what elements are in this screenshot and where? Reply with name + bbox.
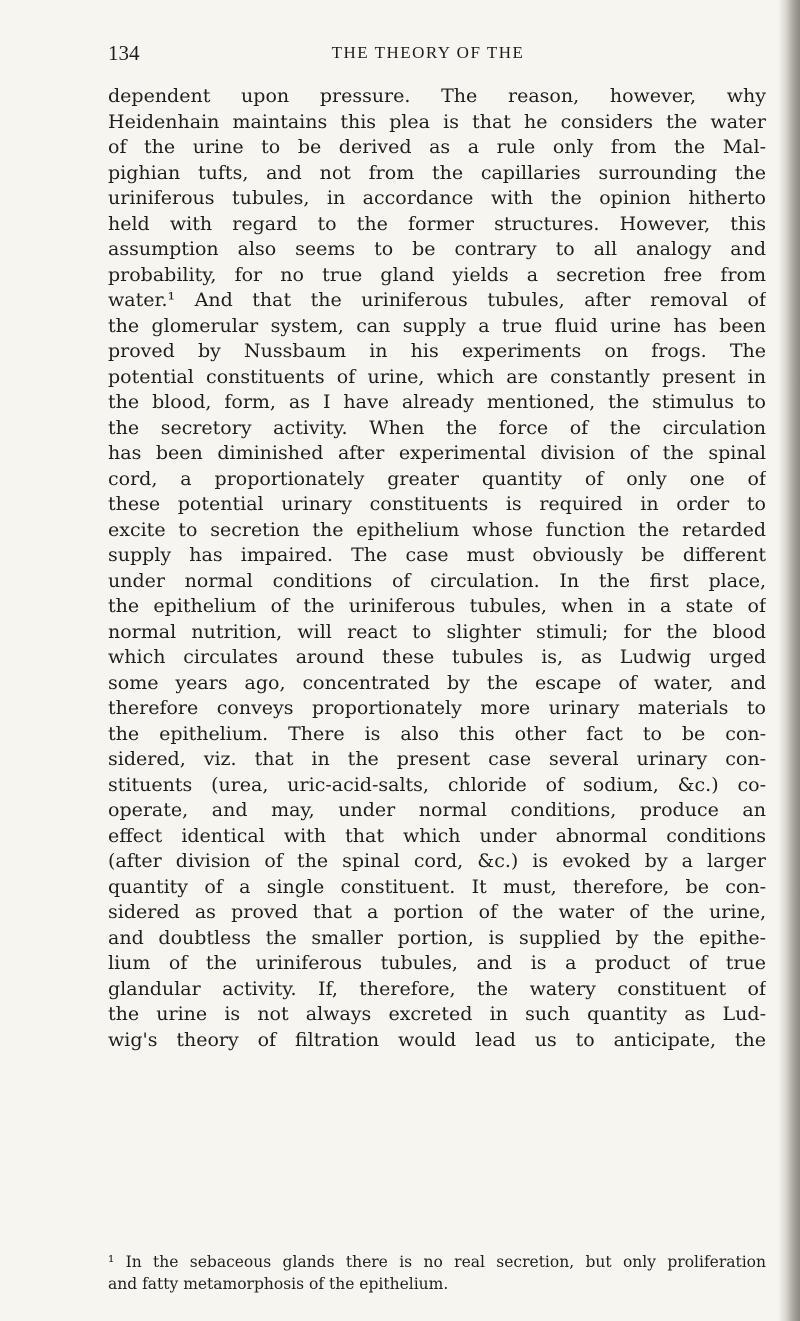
body-text	[108, 84, 766, 1053]
running-head: THE THEORY OF THE	[331, 43, 525, 62]
text-line: probability, for no true gland yields a secretion free from	[108, 263, 766, 286]
text-line: the glomerular system, can supply a true fluid urine has been	[108, 314, 766, 337]
text-line: and doubtless the smaller portion, is supplied by the epithe-	[108, 926, 766, 949]
text-line: quantity of a single constituent. It must, therefore, be con-	[108, 875, 766, 898]
footnotes	[108, 1251, 766, 1295]
text-line: sidered as proved that a portion of the water of the urine,	[108, 901, 766, 923]
footnote-line: ¹ In the sebaceous glands there is no real secretion, but only proliferation	[108, 1253, 766, 1271]
text-line: potential constituents of urine, which are constantly present in	[108, 365, 766, 388]
text-line: assumption also seems to be contrary to all analogy and	[108, 238, 766, 260]
page-edge-shadow	[778, 0, 800, 1321]
text-line: cord, a proportionately greater quantity of only one of	[108, 467, 766, 490]
text-line: operate, and may, under normal conditions, produce an	[108, 799, 766, 821]
text-line: proved by Nussbaum in his experiments on frogs. The	[108, 340, 766, 362]
text-line: dependent upon pressure. The reason, however, why	[108, 85, 766, 107]
text-line: wig's theory of filtration would lead us to anticipate, the	[108, 1028, 766, 1051]
text-line: Heidenhain maintains this plea is that he considers the water	[108, 110, 766, 133]
text-line: uriniferous tubules, in accordance with the opinion hitherto	[108, 187, 766, 209]
text-line: has been diminished after experimental division of the spinal	[108, 442, 766, 464]
text-line: of the urine to be derived as a rule only from the Mal-	[108, 136, 766, 158]
text-line: glandular activity. If, therefore, the watery constituent of	[108, 977, 766, 1000]
text-line: stituents (urea, uric-acid-salts, chloride of sodium, &c.) co-	[108, 773, 766, 796]
text-line: therefore conveys proportionately more urinary materials to	[108, 697, 766, 719]
text-line: these potential urinary constituents is required in order to	[108, 493, 766, 515]
page-header	[108, 40, 748, 80]
text-line: water.¹ And that the uriniferous tubules, after removal of	[108, 289, 766, 311]
text-line: which circulates around these tubules is, as Ludwig urged	[108, 646, 766, 668]
text-line: normal nutrition, will react to slighter stimuli; for the blood	[108, 620, 766, 643]
text-line: pighian tufts, and not from the capillaries surrounding the	[108, 161, 766, 184]
text-line: held with regard to the former structures. However, this	[108, 212, 766, 235]
page-number: 134	[108, 41, 140, 65]
text-line: excite to secretion the epithelium whose function the retarded	[108, 518, 766, 541]
text-line: the epithelium of the uriniferous tubules, when in a state of	[108, 595, 766, 617]
text-line: the epithelium. There is also this other fact to be con-	[108, 722, 766, 745]
text-line: the blood, form, as I have already mentioned, the stimulus to	[108, 391, 766, 413]
text-line: (after division of the spinal cord, &c.) is evoked by a larger	[108, 850, 766, 872]
text-line: the urine is not always excreted in such quantity as Lud-	[108, 1003, 766, 1025]
text-line: effect identical with that which under abnormal conditions	[108, 824, 766, 847]
text-line: lium of the uriniferous tubules, and is a product of true	[108, 952, 766, 974]
text-line: the secretory activity. When the force of the circulation	[108, 416, 766, 439]
text-line: under normal conditions of circulation. In the first place,	[108, 569, 766, 592]
text-line: supply has impaired. The case must obviously be different	[108, 544, 766, 566]
text-line: sidered, viz. that in the present case several urinary con-	[108, 748, 766, 770]
footnote-line: and fatty metamorphosis of the epithelium.	[108, 1275, 449, 1293]
text-line: some years ago, concentrated by the escape of water, and	[108, 671, 766, 694]
